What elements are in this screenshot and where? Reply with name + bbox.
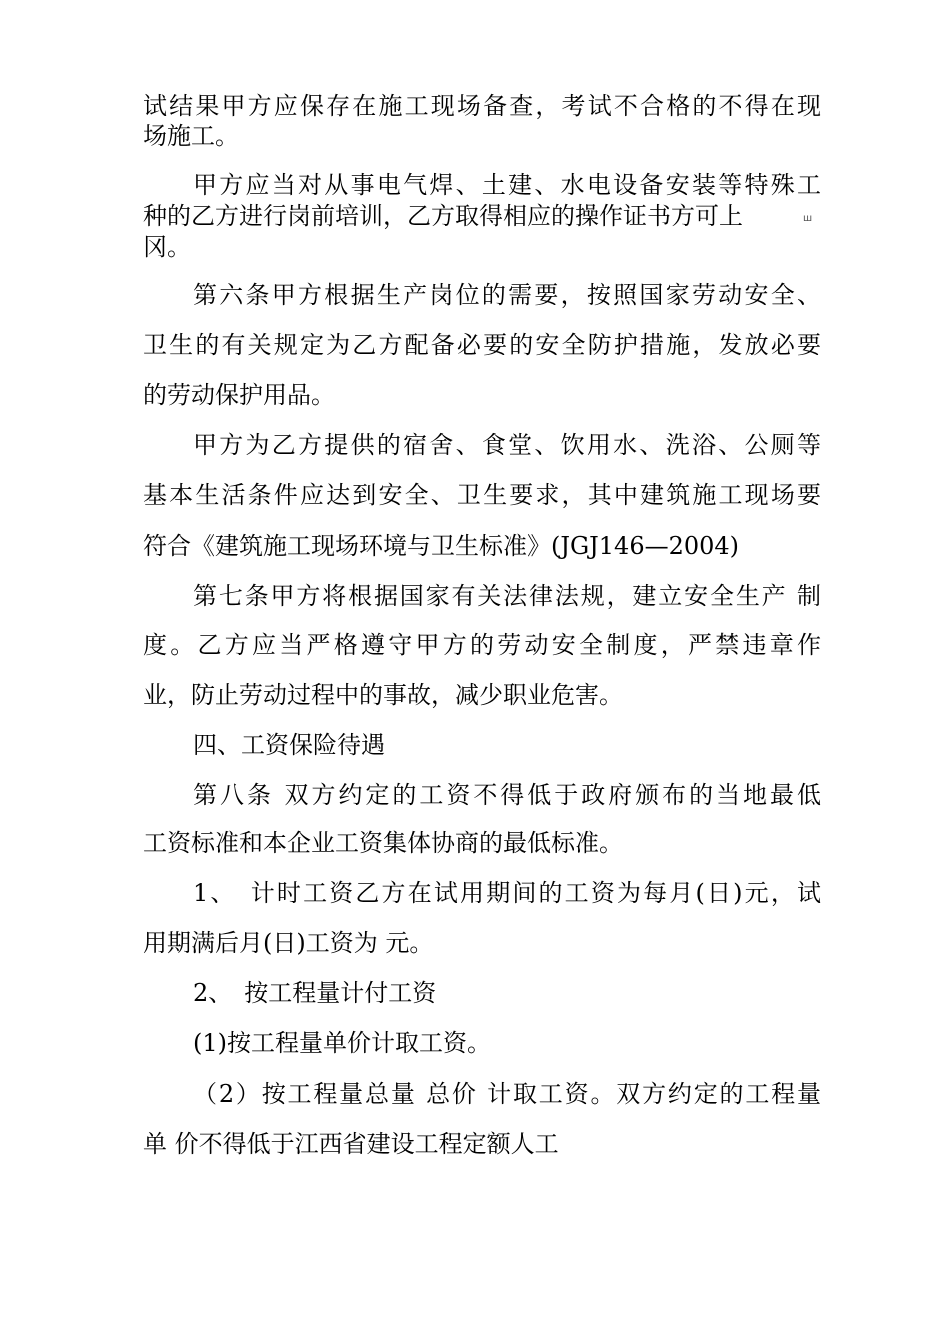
text-line-12: 第七条甲方将根据国家有关法律法规，建立安全生产 制 — [193, 582, 821, 610]
text-line-6: 第六条甲方根据生产岗位的需要，按照国家劳动安全、 — [193, 281, 821, 309]
text-line-14: 业，防止劳动过程中的事故，减少职业危害。 — [143, 681, 623, 709]
text-line-5: 冈。 — [143, 233, 191, 261]
text-line-8: 的劳动保护用品。 — [143, 381, 335, 409]
text-line-18: 1、 计时工资乙方在试用期间的工资为每月(日)元，试 — [193, 879, 821, 907]
text-line-3: 甲方应当对从事电气焊、土建、水电设备安装等特殊工 — [193, 171, 821, 199]
text-line-17: 工资标准和本企业工资集体协商的最低标准。 — [143, 829, 623, 857]
text-line-1: 试结果甲方应保存在施工现场备查，考试不合格的不得在现 — [143, 92, 821, 120]
text-line-10: 基本生活条件应达到安全、卫生要求，其中建筑施工现场要 — [143, 481, 821, 509]
text-line-7: 卫生的有关规定为乙方配备必要的安全防护措施，发放必要 — [143, 331, 821, 359]
text-line-13: 度。乙方应当严格遵守甲方的劳动安全制度，严禁违章作 — [143, 631, 821, 659]
text-line-22: （2）按工程量总量 总价 计取工资。双方约定的工程量 — [193, 1080, 821, 1108]
section-heading: 四、工资保险待遇 — [193, 731, 385, 759]
text-line-16: 第八条 双方约定的工资不得低于政府颁布的当地最低 — [193, 781, 821, 809]
text-line-4: 种的乙方进行岗前培训，乙方取得相应的操作证书方可上 — [143, 202, 743, 230]
margin-mark: ш — [803, 213, 813, 224]
text-line-19: 用期满后月(日)工资为 元。 — [143, 929, 434, 957]
text-line-21: (1)按工程量单价计取工资。 — [193, 1029, 491, 1057]
text-line-23: 单 价不得低于江西省建设工程定额人工 — [143, 1130, 559, 1158]
text-line-2: 场施工。 — [143, 122, 239, 150]
text-line-20: 2、 按工程量计付工资 — [193, 979, 437, 1007]
text-line-11: 符合《建筑施工现场环境与卫生标准》(JGJ146—2004) — [143, 532, 740, 560]
text-line-9: 甲方为乙方提供的宿舍、食堂、饮用水、洗浴、公厕等 — [193, 431, 821, 459]
